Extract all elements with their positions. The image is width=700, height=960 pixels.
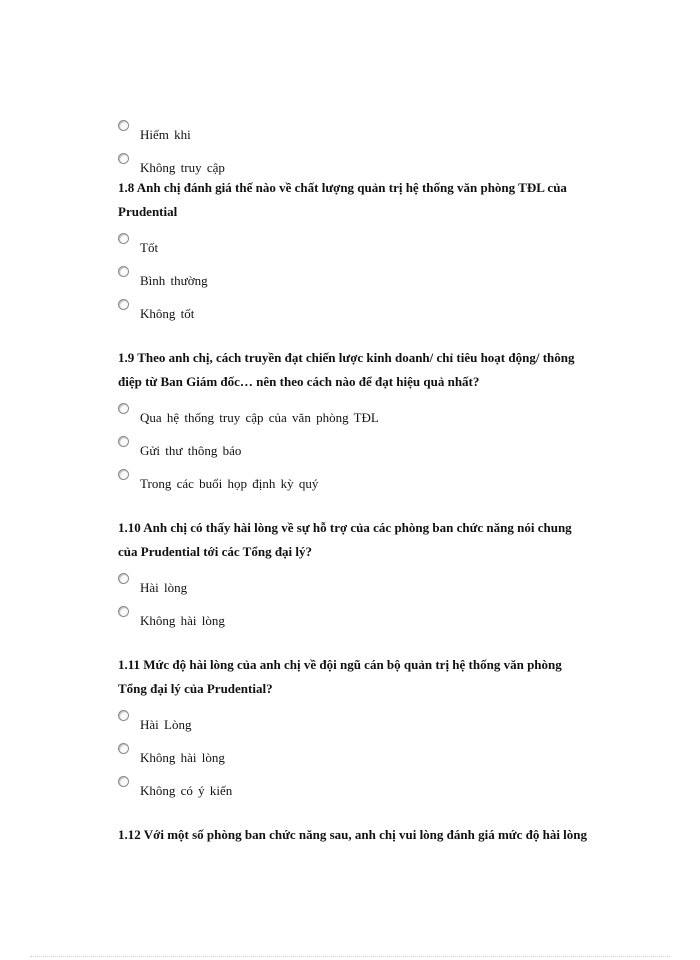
option-label: Không có ý kiến [140, 783, 233, 798]
page-bottom-divider [30, 956, 670, 957]
radio-button[interactable] [118, 606, 129, 617]
option-khong-co-y-kien[interactable] [118, 776, 232, 798]
question-text-line: 1.12 Với một số phòng ban chức năng sau, anh chị vui lòng đánh giá mức độ hài lòng [118, 827, 588, 842]
question-1-9 [118, 346, 638, 394]
question-1-11 [118, 653, 638, 701]
option-label: Qua hệ thống truy cập của văn phòng TĐL [140, 410, 379, 425]
radio-button[interactable] [118, 233, 129, 244]
radio-button[interactable] [118, 120, 129, 131]
option-hiem-khi[interactable] [118, 120, 191, 142]
option-khong-tot[interactable] [118, 299, 194, 321]
option-he-thong-truy-cap[interactable] [118, 403, 379, 425]
question-text-line: Prudential [118, 204, 178, 219]
option-gui-thu[interactable] [118, 436, 241, 458]
question-text-line: 1.10 Anh chị có thấy hài lòng về sự hỗ trợ của các phòng ban chức năng nói chung [118, 520, 572, 535]
question-text-line: của Prudential tới các Tổng đại lý? [118, 544, 313, 559]
option-label: Gửi thư thông báo [140, 443, 242, 458]
option-khong-hai-long[interactable] [118, 606, 225, 628]
option-label: Trong các buổi họp định kỳ quý [140, 476, 319, 491]
question-text-line: 1.9 Theo anh chị, cách truyền đạt chiến lược kinh doanh/ chỉ tiêu hoạt động/ thông [118, 350, 575, 365]
option-khong-truy-cap[interactable] [118, 153, 225, 175]
radio-button[interactable] [118, 266, 129, 277]
option-buoi-hop[interactable] [118, 469, 318, 491]
option-label: Tốt [140, 240, 159, 255]
question-1-8 [118, 176, 638, 224]
option-label: Hài Lòng [140, 717, 192, 732]
radio-button[interactable] [118, 153, 129, 164]
radio-button[interactable] [118, 743, 129, 754]
option-binh-thuong[interactable] [118, 266, 208, 288]
question-text-line: Tổng đại lý của Prudential? [118, 681, 273, 696]
question-text-line: 1.8 Anh chị đánh giá thế nào về chất lượng quản trị hệ thống văn phòng TĐL của [118, 180, 567, 195]
option-tot[interactable] [118, 233, 158, 255]
radio-button[interactable] [118, 710, 129, 721]
option-label: Không tốt [140, 306, 195, 321]
radio-button[interactable] [118, 403, 129, 414]
question-text-line: điệp từ Ban Giám đốc… nên theo cách nào để đạt hiệu quả nhất? [118, 374, 480, 389]
option-khong-hai-long-2[interactable] [118, 743, 225, 765]
question-1-10 [118, 516, 638, 564]
option-label: Không hài lòng [140, 613, 225, 628]
option-label: Hài lòng [140, 580, 188, 595]
radio-button[interactable] [118, 469, 129, 480]
option-label: Không hài lòng [140, 750, 225, 765]
option-hai-long[interactable] [118, 573, 187, 595]
option-label: Không truy cập [140, 160, 225, 175]
option-label: Hiếm khi [140, 127, 191, 142]
option-hai-long-2[interactable] [118, 710, 191, 732]
radio-button[interactable] [118, 776, 129, 787]
radio-button[interactable] [118, 573, 129, 584]
question-1-12 [118, 823, 638, 847]
radio-button[interactable] [118, 436, 129, 447]
option-label: Bình thường [140, 273, 208, 288]
question-text-line: 1.11 Mức độ hài lòng của anh chị về đội ngũ cán bộ quản trị hệ thống văn phòng [118, 657, 562, 672]
radio-button[interactable] [118, 299, 129, 310]
